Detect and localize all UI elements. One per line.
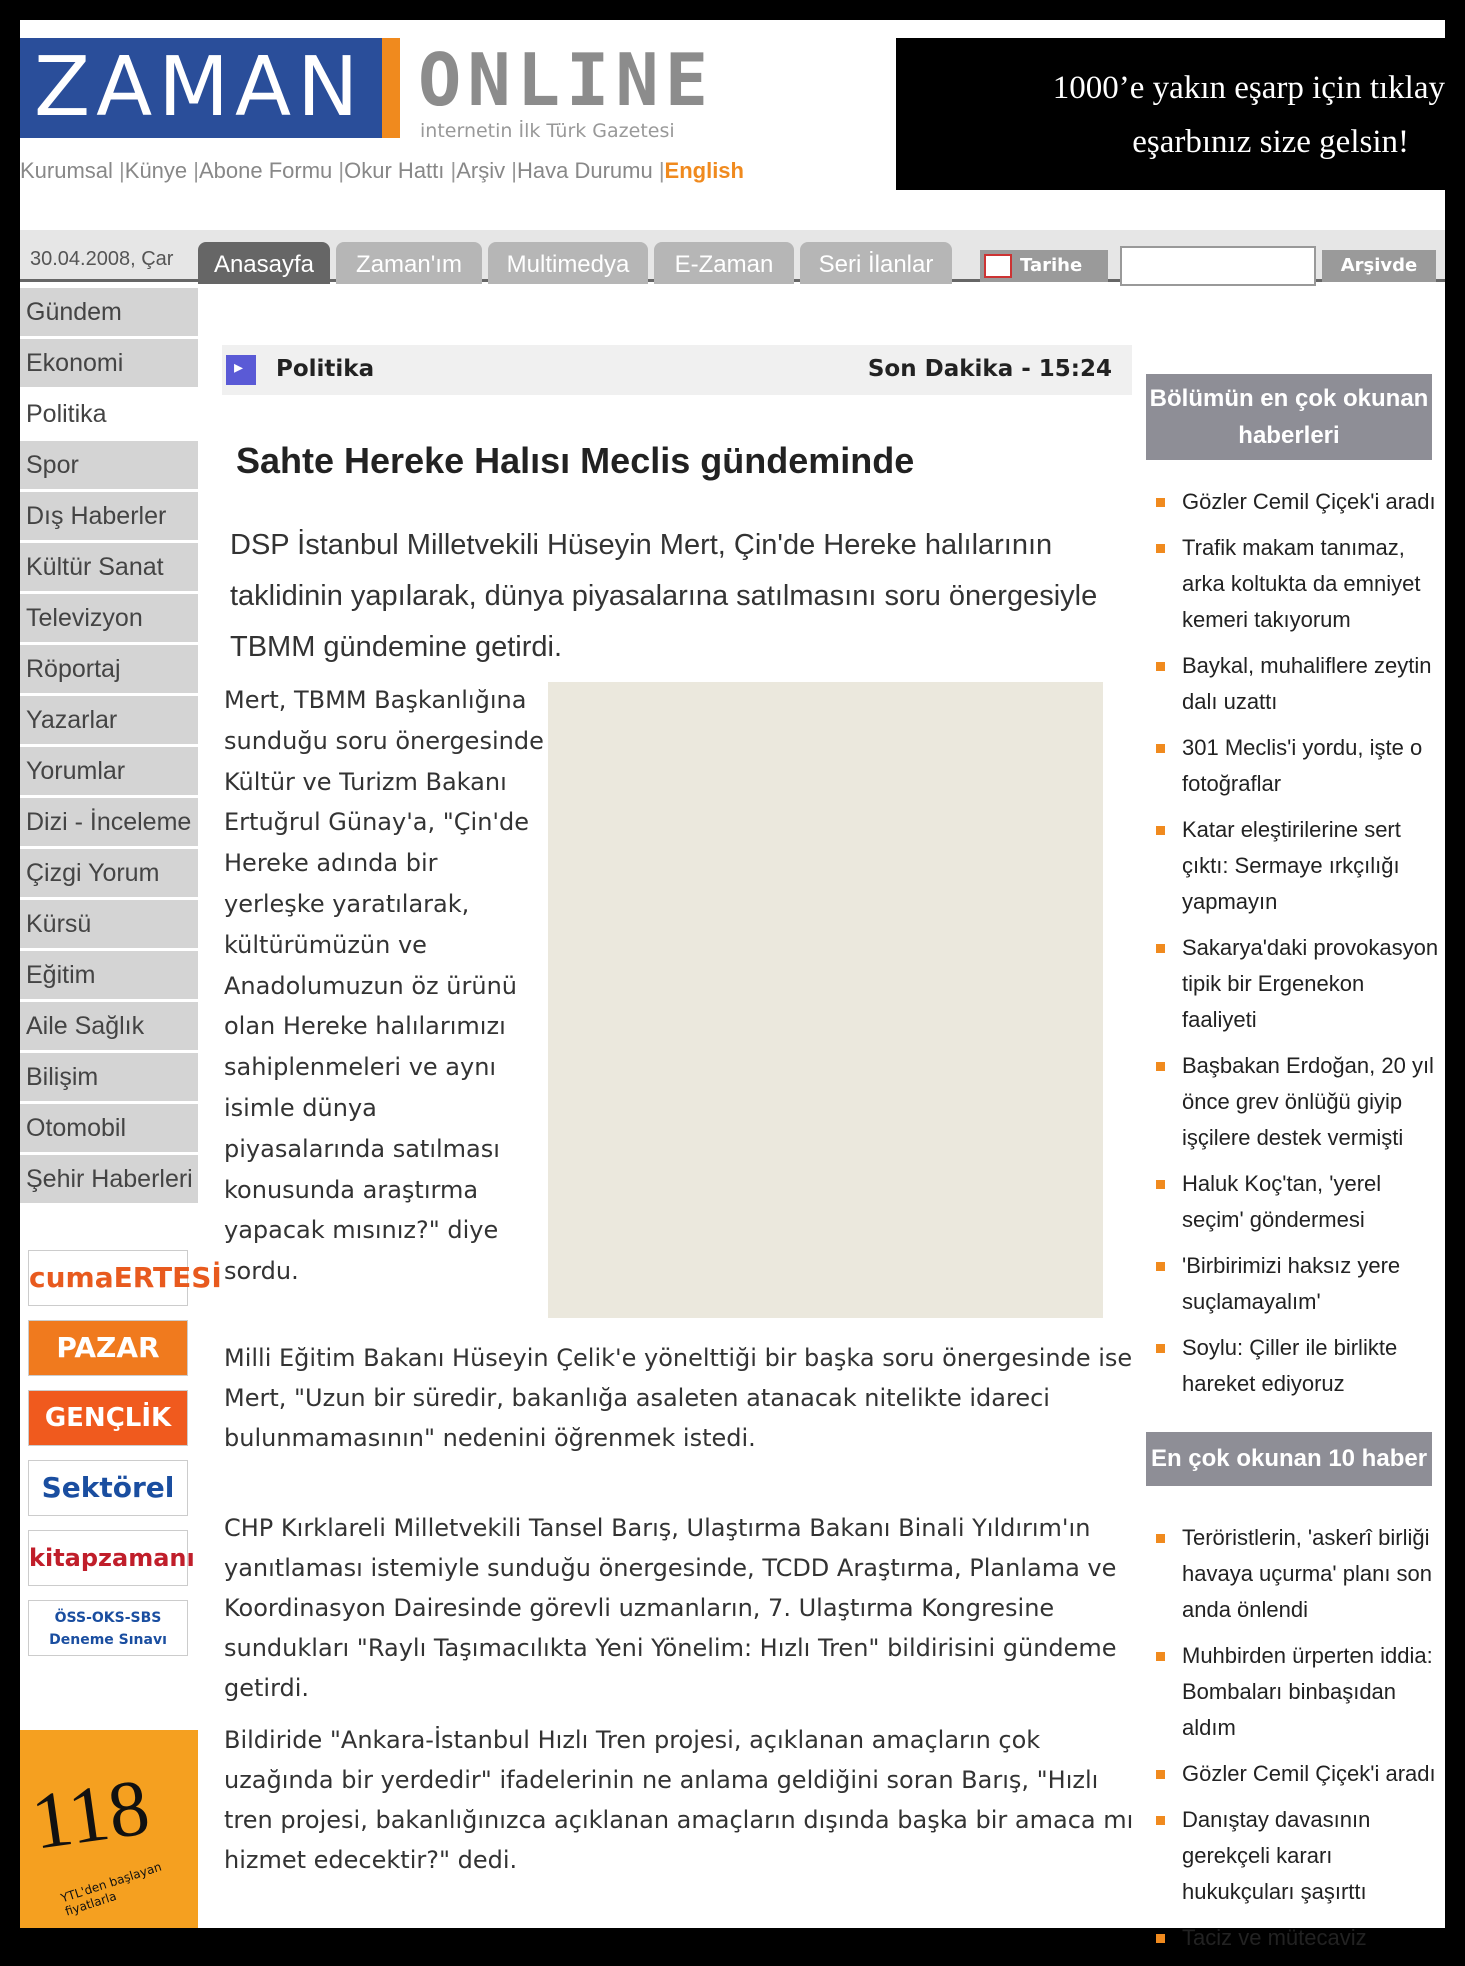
calendar-icon [984, 254, 1012, 278]
list-item[interactable]: Soylu: Çiller ile birlikte hareket ediyoruz [1152, 1330, 1442, 1402]
section-header-bar [222, 345, 1132, 395]
sidebar-item-spor[interactable]: Spor [20, 441, 198, 489]
top-10-news-list [1152, 1520, 1442, 1966]
sidebar-item-sehir-haberleri[interactable]: Şehir Haberleri [20, 1155, 198, 1203]
sidebar-item-kultur-sanat[interactable]: Kültür Sanat [20, 543, 198, 591]
list-item[interactable]: Teröristlerin, 'askerî birliği havaya uçurma' planı son anda önlendi [1152, 1520, 1442, 1628]
sidebar-item-dizi-inceleme[interactable]: Dizi - İnceleme [20, 798, 198, 846]
link-kunye[interactable]: Künye [124, 158, 188, 183]
sidebar-item-yorumlar[interactable]: Yorumlar [20, 747, 198, 795]
promo-cumaertesi[interactable]: cumaERTESİ [28, 1250, 188, 1306]
sidebar-item-gundem[interactable]: Gündem [20, 288, 198, 336]
sidebar-item-yazarlar[interactable]: Yazarlar [20, 696, 198, 744]
last-news-time: Son Dakika - 15:24 [867, 356, 1112, 382]
promo-118-ad[interactable] [20, 1730, 198, 1928]
list-item[interactable]: 301 Meclis'i yordu, işte o fotoğraflar [1152, 730, 1442, 802]
logo-orange-bar [382, 38, 400, 138]
list-item[interactable]: Başbakan Erdoğan, 20 yıl önce grev önlüğü giyip işçilere destek vermişti [1152, 1048, 1442, 1156]
sidebar-item-otomobil[interactable]: Otomobil [20, 1104, 198, 1152]
sidebar-item-aile-saglik[interactable]: Aile Sağlık [20, 1002, 198, 1050]
archive-search-input[interactable] [1120, 246, 1316, 286]
article-headline: Sahte Hereke Halısı Meclis gündeminde [236, 440, 915, 481]
logo-zaman-text: ZAMAN [34, 40, 365, 135]
sidebar-item-televizyon[interactable]: Televizyon [20, 594, 198, 642]
promo-118-number: 118 [26, 1763, 155, 1867]
promo-logos [28, 1250, 222, 1670]
sidebar-item-dis-haberler[interactable]: Dış Haberler [20, 492, 198, 540]
promo-sektorel[interactable]: Sektörel [28, 1460, 188, 1516]
link-hava-durumu[interactable]: Hava Durumu [516, 158, 653, 183]
most-read-section-header: Bölümün en çok okunan haberleri [1146, 374, 1432, 460]
section-arrow-icon [226, 355, 256, 385]
online-logo: ONLINE [418, 38, 715, 122]
top-banner-ad[interactable] [896, 38, 1445, 190]
sidebar-item-ekonomi[interactable]: Ekonomi [20, 339, 198, 387]
top-10-news-header: En çok okunan 10 haber [1146, 1432, 1432, 1486]
list-item[interactable]: Baykal, muhaliflere zeytin dalı uzattı [1152, 648, 1442, 720]
section-name: Politika [276, 356, 375, 382]
list-item[interactable]: Gözler Cemil Çiçek'i aradı [1152, 484, 1442, 520]
tab-multimedya[interactable]: Multimedya [488, 242, 648, 284]
nav-bar [20, 230, 1445, 308]
article-paragraph-1: Mert, TBMM Başkanlığına sunduğu soru önergesinde Kültür ve Turizm Bakanı Ertuğrul Günay'a, "Çin'de Hereke adında bir yerleşke yaratılarak, kültürümüzün ve Anadolumuzun öz ürünü olan Hereke halılarımızı sahiplenmeleri ve aynı isimle dünya piyasalarında satılması konusunda araştırma yapacak mısınız?" diye sordu. [224, 686, 544, 1286]
tab-seri-ilanlar[interactable]: Seri İlanlar [800, 242, 952, 284]
logo-tagline: internetin İlk Türk Gazetesi [420, 120, 675, 142]
tab-zamanim[interactable]: Zaman'ım [336, 242, 482, 284]
tab-anasayfa[interactable]: Anasayfa [198, 242, 330, 284]
list-item[interactable]: Danıştay davasının gerekçeli kararı hukukçuları şaşırttı [1152, 1802, 1442, 1910]
zaman-logo[interactable] [20, 38, 400, 138]
promo-118-subtext: YTL'den başlayan fiyatlarla [59, 1859, 164, 1919]
arsivde-ara-button[interactable]: Arşivde ara [1322, 250, 1436, 282]
most-read-section-list [1152, 484, 1442, 1412]
list-item[interactable]: Muhbirden ürperten iddia: Bombaları binbaşıdan aldım [1152, 1638, 1442, 1746]
page-frame [20, 20, 1445, 1950]
sidebar-item-kursu[interactable]: Kürsü [20, 900, 198, 948]
top-links: Kurumsal |Künye |Abone Formu |Okur Hattı |Arşiv |Hava Durumu |English [20, 158, 744, 183]
current-date: 30.04.2008, Çar [30, 248, 174, 270]
link-english[interactable]: English [664, 158, 744, 183]
list-item[interactable]: Sakarya'daki provokasyon tipik bir Ergenekon faaliyeti [1152, 930, 1442, 1038]
left-sidebar [20, 288, 198, 1206]
article-paragraph-3: CHP Kırklareli Milletvekili Tansel Barış, Ulaştırma Bakanı Binali Yıldırım'ın yanıtlaması istemiyle sunduğu önergesinde, TCDD Araştırma, Planlama ve Koordinasyon Dairesinde görevli uzmanların, 7. Ulaştırma Kongresine sundukları "Raylı Taşımacılıkta Yeni Yönelim: Hızlı Tren" bildirisini gündeme getirdi. [224, 1514, 1117, 1702]
link-kurumsal[interactable]: Kurumsal [20, 158, 113, 183]
sidebar-item-egitim[interactable]: Eğitim [20, 951, 198, 999]
tab-e-zaman[interactable]: E-Zaman [654, 242, 794, 284]
list-item[interactable]: 'Birbirimizi haksız yere suçlamayalım' [1152, 1248, 1442, 1320]
list-item[interactable]: Haluk Koç'tan, 'yerel seçim' göndermesi [1152, 1166, 1442, 1238]
article-image-placeholder [548, 682, 1103, 1318]
promo-oss-deneme[interactable]: ÖSS-OKS-SBS Deneme Sınavı [28, 1600, 188, 1656]
promo-pazar[interactable]: PAZAR [28, 1320, 188, 1376]
promo-kitap-zamani[interactable]: kitapzamanı [28, 1530, 188, 1586]
tarihe-git-label: Tarihe git [1020, 255, 1083, 308]
article-paragraph-4: Bildiride "Ankara-İstanbul Hızlı Tren projesi, açıklanan amaçların çok uzağında bir yerdedir" ifadelerinin ne anlama geldiğini soran Barış, "Hızlı tren projesi, bakanlığınızca açıklanan amaçların dışında başka bir amaca mı hizmet edecektir?" dedi. [224, 1726, 1134, 1874]
sidebar-item-politika[interactable]: Politika [20, 390, 198, 438]
link-okur-hatti[interactable]: Okur Hattı [344, 158, 445, 183]
ad-line-2: eşarbınız size gelsin! [1132, 124, 1409, 160]
list-item[interactable]: Taciz ve mütecaviz [1152, 1920, 1442, 1956]
tarihe-git-button[interactable] [980, 250, 1108, 308]
list-item[interactable]: Trafik makam tanımaz, arka koltukta da emniyet kemeri takıyorum [1152, 530, 1442, 638]
ad-line-1: 1000’e yakın eşarp için tıklay [1052, 70, 1445, 106]
sidebar-item-roportaj[interactable]: Röportaj [20, 645, 198, 693]
link-arsiv[interactable]: Arşiv [456, 158, 506, 183]
sidebar-item-bilisim[interactable]: Bilişim [20, 1053, 198, 1101]
list-item[interactable]: Gözler Cemil Çiçek'i aradı [1152, 1756, 1442, 1792]
article-lead: DSP İstanbul Milletvekili Hüseyin Mert, Çin'de Hereke halılarının taklidinin yapılarak, dünya piyasalarına satılmasını soru önergesiyle TBMM gündemine getirdi. [230, 529, 1098, 663]
sidebar-item-cizgi-yorum[interactable]: Çizgi Yorum [20, 849, 198, 897]
link-abone-formu[interactable]: Abone Formu [199, 158, 333, 183]
promo-genclik[interactable]: GENÇLİK [28, 1390, 188, 1446]
list-item[interactable]: Katar eleştirilerine sert çıktı: Sermaye ırkçılığı yapmayın [1152, 812, 1442, 920]
article-paragraph-2: Milli Eğitim Bakanı Hüseyin Çelik'e yönelttiği bir başka soru önergesinde ise Mert, "Uzun bir süredir, bakanlığa asaleten atanacak nitelikte idareci bulunmamasının" nedenini öğrenmek istedi. [224, 1344, 1133, 1452]
